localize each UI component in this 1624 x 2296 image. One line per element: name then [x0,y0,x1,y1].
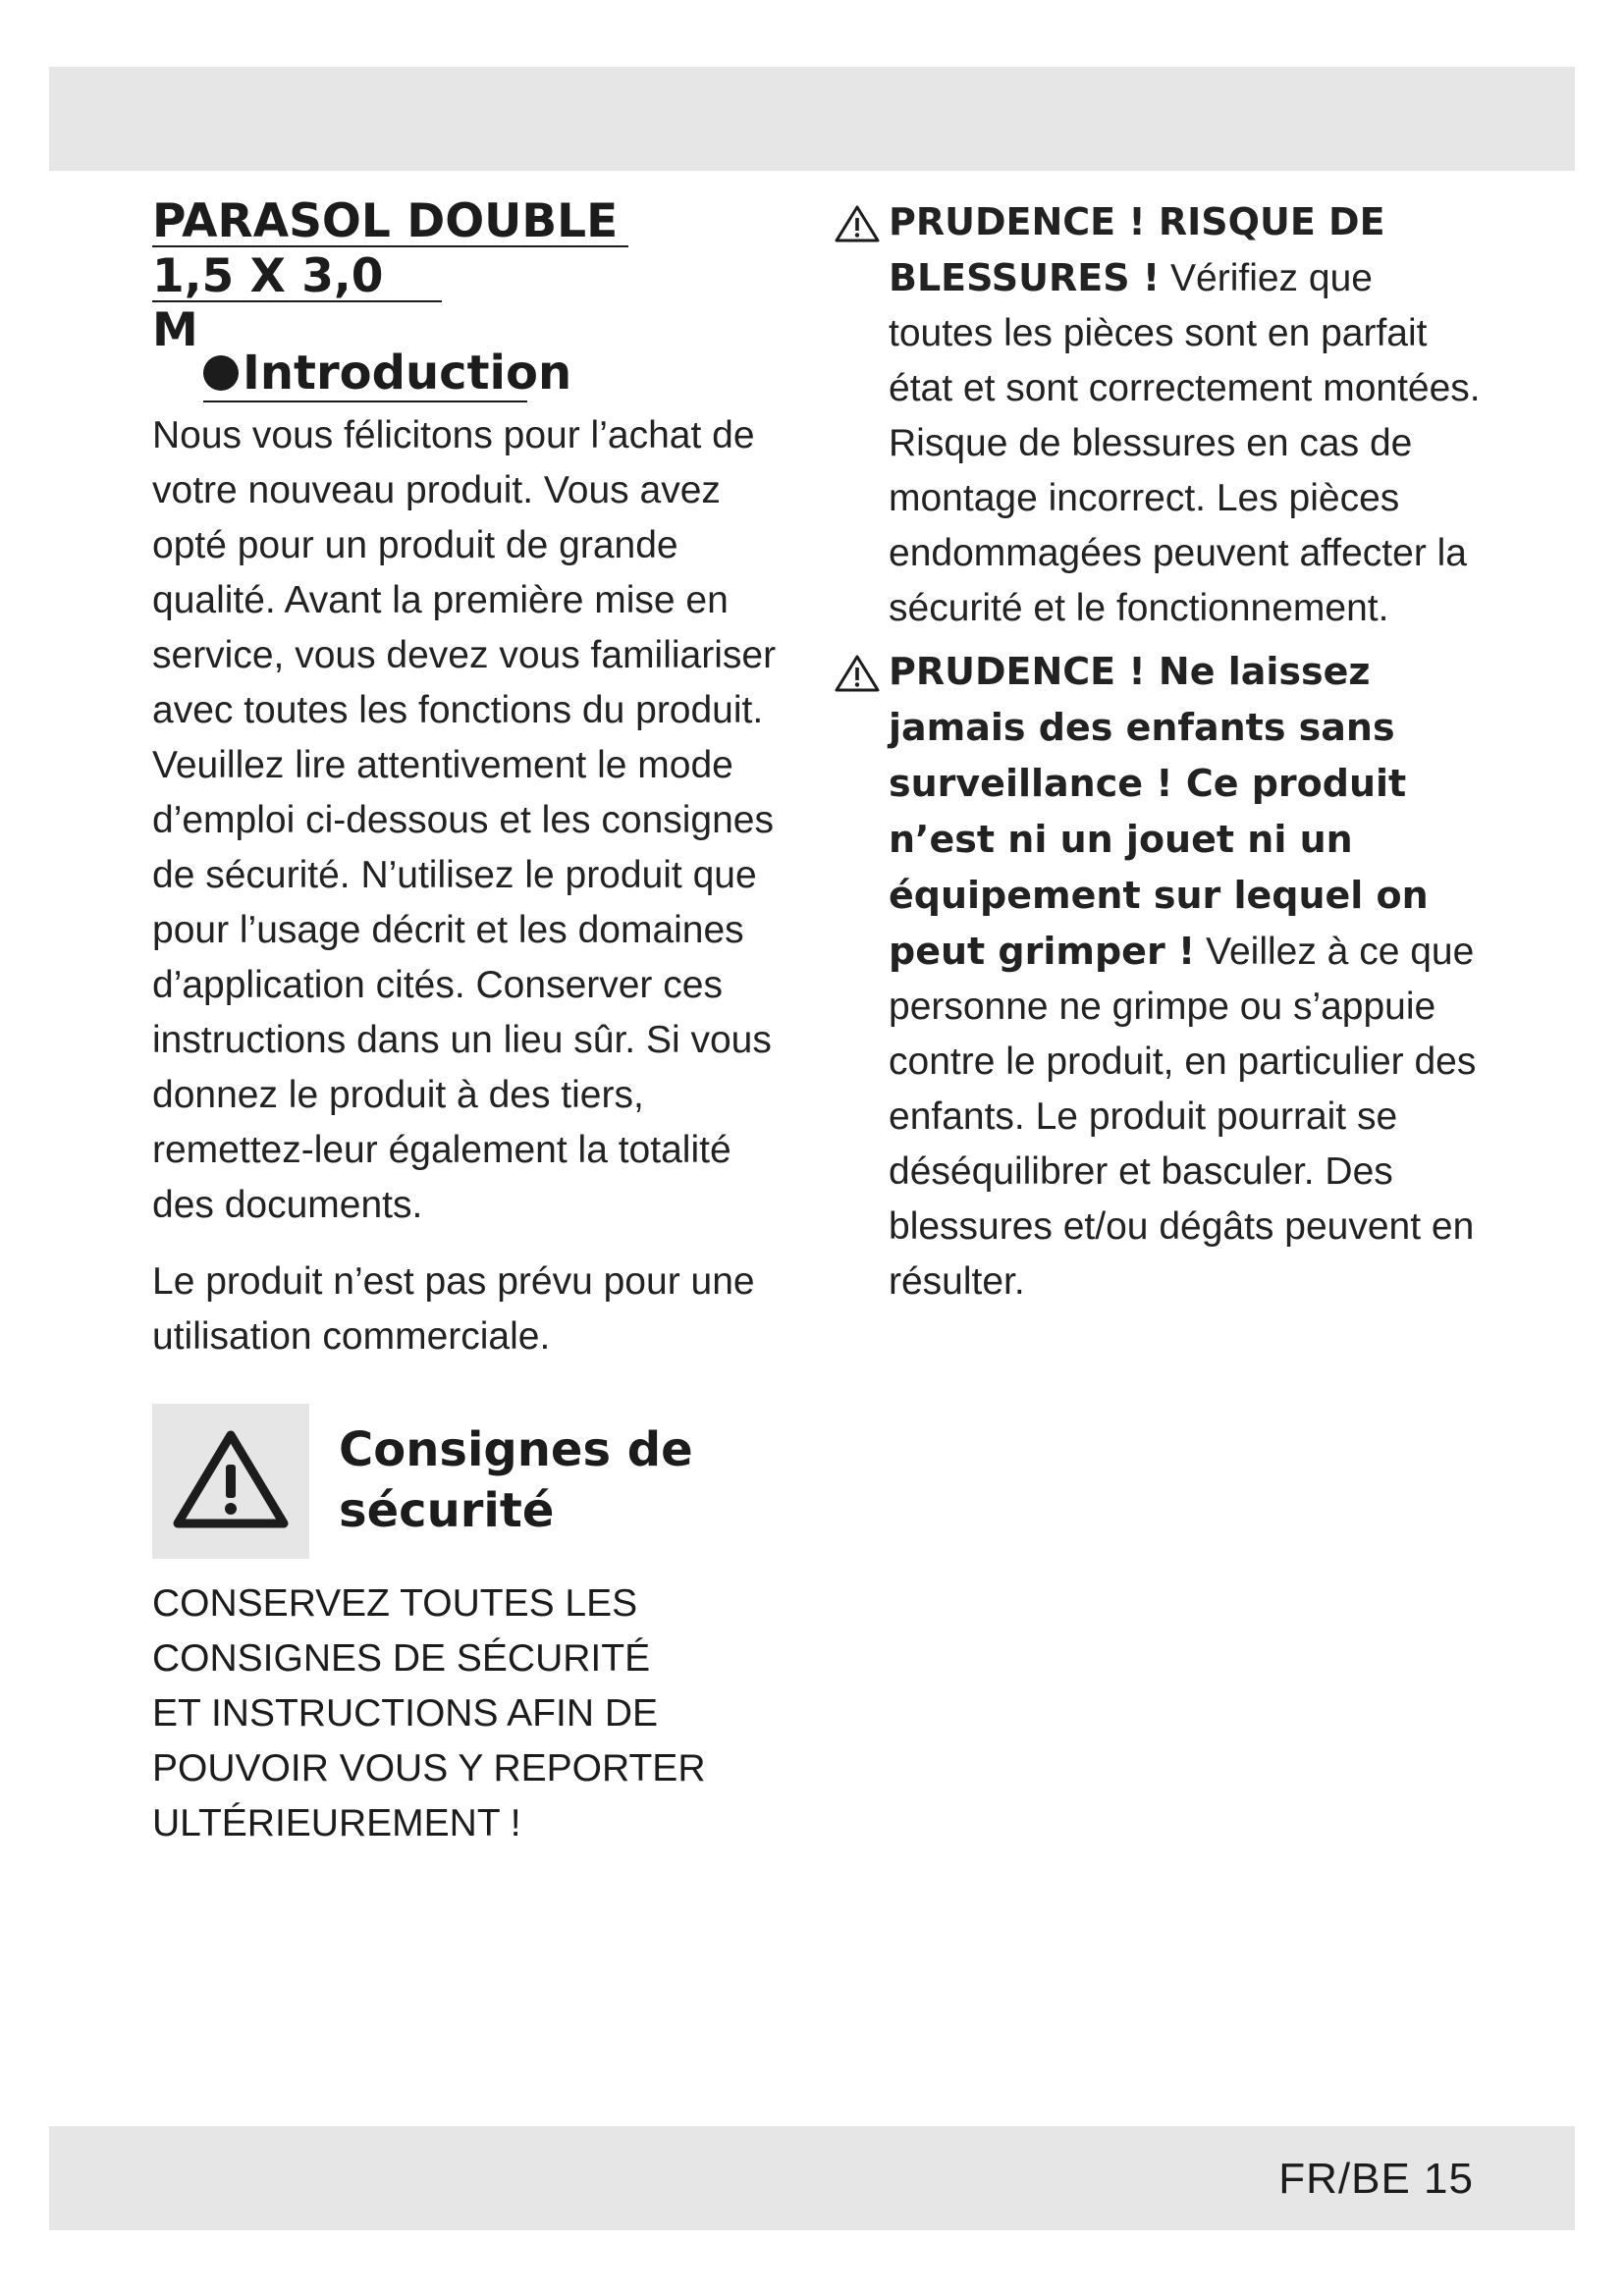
keep-line: ULTÉRIEUREMENT ! [152,1802,521,1844]
keep-line: CONSERVEZ TOUTES LES [152,1582,638,1625]
introduction-paragraph: Nous vous félicitons pour l’achat de votre nouveau produit. Vous avez opté pour un produit de grande qualité. Avant la première mise en service, vous devez vous familiariser avec toutes les fonctions du produit. Veuillez lire attentivement le mode d’emploi ci-dessous et les consignes de sécurité. N’utilisez le produit que pour l’usage décrit et les domaines d’application cités. Conserver ces instructions dans un lieu sûr. Si vous donnez le produit à des tiers, remettez-leur également la totalité des documents. [152,414,777,1226]
safety-title-line2: sécurité [339,1483,555,1538]
warning-children [835,644,1483,1309]
keep-line: CONSIGNES DE SÉCURITÉ [152,1637,651,1680]
warning-injury [835,194,1483,636]
bullet-icon [203,355,239,391]
page-title-line1: PARASOL DOUBLE [152,194,628,247]
keep-instructions-text [152,1576,800,1851]
left-column [152,194,800,1851]
warning-children-bold: PRUDENCE ! Ne laissez jamais des enfants sans surveillance ! Ce produit n’est ni un jouet ni un équipement sur lequel on peut grimper ! [889,650,1429,973]
warning-injury-bold: PRUDENCE ! RISQUE DE BLESSURES ! [889,200,1385,299]
right-column [835,194,1483,1309]
warning-injury-text: Vérifiez que toutes les pièces sont en parfait état et sont correctement montées. Risque de blessures en cas de montage incorrect. Les pièces endommagées peuvent affecter la sécurité et le fonctionnement. [889,257,1481,629]
safety-section-heading [152,1404,800,1559]
introduction-heading-text: Introduction [243,346,572,400]
page-number: FR/BE 15 [1278,2155,1474,2203]
warning-icon-box [152,1404,309,1559]
warning-children-text: Veillez à ce que personne ne grimpe ou s’appuie contre le produit, en particulier des enfants. Le produit pourrait se déséquilibrer et basculer. Des blessures et/ou dégâts peuvent en résulter. [889,931,1477,1303]
keep-line: ET INSTRUCTIONS AFIN DE [152,1692,658,1735]
keep-line: POUVOIR VOUS Y REPORTER [152,1747,706,1789]
warning-triangle-icon [835,204,880,243]
page-title [152,194,800,357]
commercial-use-note: Le produit n’est pas prévu pour une utilisation commerciale. [152,1260,755,1358]
safety-title [339,1419,693,1541]
warning-triangle-icon [172,1427,290,1529]
header-band [49,67,1575,171]
introduction-heading [203,346,572,402]
safety-title-line1: Consignes de [339,1422,693,1477]
warning-triangle-icon [835,654,880,693]
page-title-line2: 1,5 X 3,0 M [152,249,442,302]
